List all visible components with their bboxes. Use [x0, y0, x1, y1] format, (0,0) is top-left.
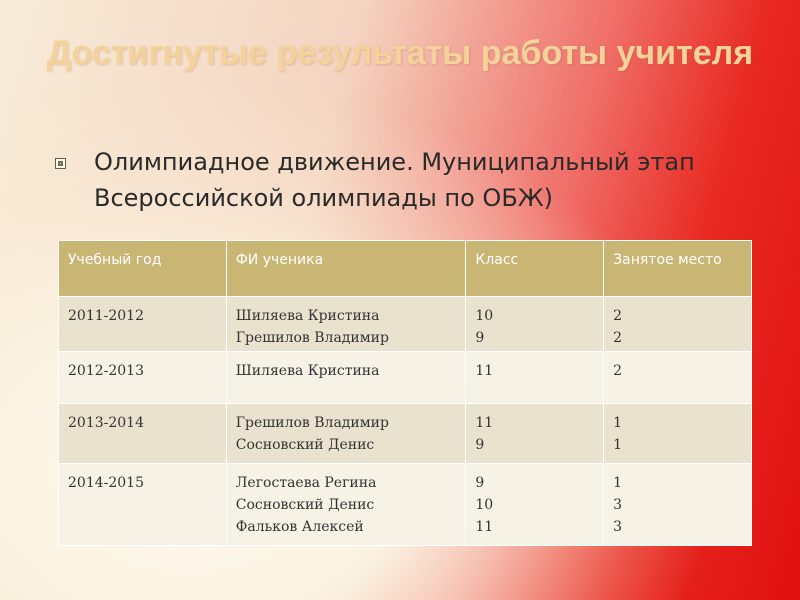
cell-year: 2011-2012 — [59, 297, 227, 352]
table-row — [59, 404, 752, 464]
cell-grades — [466, 352, 604, 404]
results-table — [58, 240, 752, 546]
grade-value: 10 — [475, 497, 494, 513]
place-value: 1 — [613, 475, 623, 491]
header-student: ФИ ученика — [226, 241, 466, 297]
grade-value: 9 — [475, 330, 485, 346]
cell-year: 2013-2014 — [59, 404, 227, 464]
cell-places — [604, 297, 752, 352]
cell-grades — [466, 464, 604, 546]
place-value: 2 — [613, 308, 623, 324]
cell-year: 2014-2015 — [59, 464, 227, 546]
student-name: Сосновский Денис — [235, 497, 375, 513]
grade-value: 11 — [475, 415, 494, 431]
grade-value: 9 — [475, 437, 485, 453]
cell-places — [604, 404, 752, 464]
cell-students — [226, 352, 466, 404]
cell-students — [226, 404, 466, 464]
grade-value: 11 — [475, 519, 494, 535]
cell-students — [226, 464, 466, 546]
header-place: Занятое место — [604, 241, 752, 297]
cell-grades — [466, 297, 604, 352]
cell-students — [226, 297, 466, 352]
student-name: Шиляева Кристина — [235, 363, 380, 379]
place-value: 1 — [613, 415, 623, 431]
place-value: 1 — [613, 437, 623, 453]
grade-value: 11 — [475, 363, 494, 379]
table-row — [59, 352, 752, 404]
cell-grades — [466, 404, 604, 464]
place-value: 3 — [613, 519, 623, 535]
table-row — [59, 464, 752, 546]
grade-value: 9 — [475, 475, 485, 491]
student-name: Шиляева Кристина — [235, 308, 380, 324]
student-name: Сосновский Денис — [235, 437, 375, 453]
cell-year: 2012-2013 — [59, 352, 227, 404]
bullet-text: Олимпиадное движение. Муниципальный этап Всероссийской олимпиады по ОБЖ) — [94, 148, 695, 212]
square-bullet-icon — [55, 158, 66, 169]
slide-title: Достигнутые результаты работы учителя — [46, 34, 754, 72]
student-name: Грешилов Владимир — [235, 415, 389, 431]
place-value: 2 — [613, 363, 623, 379]
place-value: 3 — [613, 497, 623, 513]
student-name: Грешилов Владимир — [235, 330, 389, 346]
student-name: Легостаева Регина — [235, 475, 377, 491]
header-year: Учебный год — [59, 241, 227, 297]
cell-places — [604, 352, 752, 404]
grade-value: 10 — [475, 308, 494, 324]
student-name: Фальков Алексей — [235, 519, 364, 535]
table-header-row — [59, 241, 752, 297]
cell-places — [604, 464, 752, 546]
table-row — [59, 297, 752, 352]
place-value: 2 — [613, 330, 623, 346]
header-grade: Класс — [466, 241, 604, 297]
